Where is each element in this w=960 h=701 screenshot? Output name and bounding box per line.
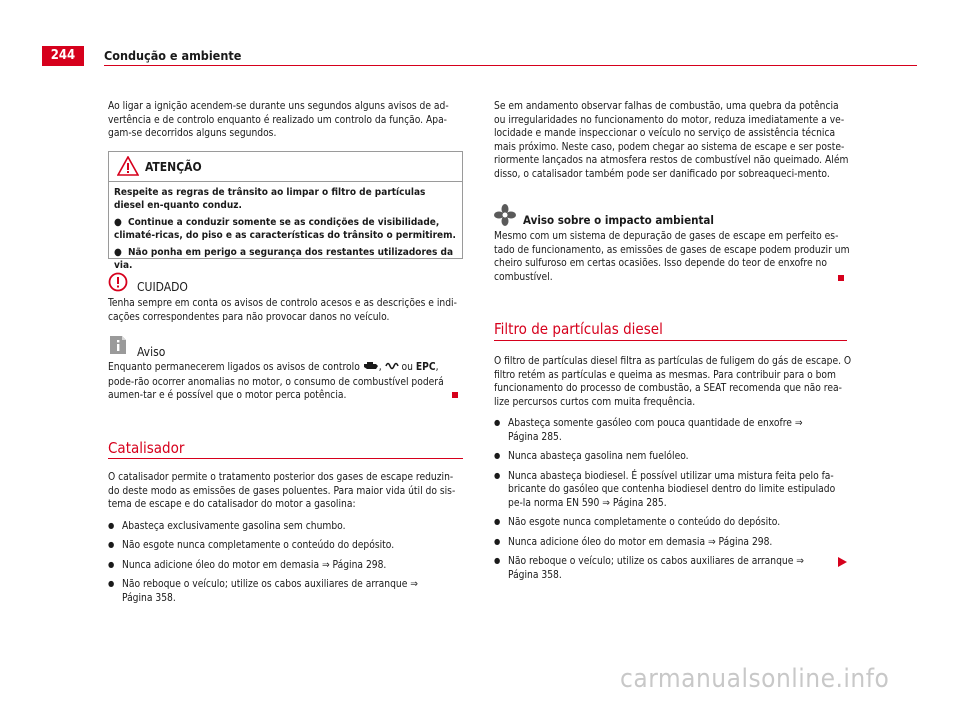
watermark: carmanualsonline.info <box>620 664 890 694</box>
intro-paragraph: Ao ligar a ignição acendem-se durante uns segundos alguns avisos de ad-vertência e de controlo enquanto é realizado um controlo da função. Apa-gam-se decorridos alguns segundos. <box>108 101 449 139</box>
dpf-title: Filtro de partículas diesel <box>494 320 663 338</box>
warning-text: Respeite as regras de trânsito ao limpar o filtro de partículas diesel en-quanto conduz. <box>114 187 426 211</box>
engine-warning-icon <box>363 361 379 376</box>
env-text: Mesmo com um sistema de depuração de gases de escape em perfeito es-tado de funcionamento, as emissões de gases de escape podem produzir um cheiro sulfuroso em certas ocasiões. Isso depende do teor de enxofre no combustível. <box>494 231 850 283</box>
warning-box <box>108 151 463 271</box>
right-intro <box>494 100 852 181</box>
list-item: ● Nunca adicione óleo do motor em demasia ⇒ Página 298. <box>108 558 463 573</box>
note-sep1: , <box>378 362 382 373</box>
list-item: ● Nunca abasteça biodiesel. É possível utilizar uma mistura feita pelo fa-bricante do gasóleo que contenha biodiesel dentro do limite estipulado pe-la norma EN 590 ⇒ Página 285. <box>494 469 852 511</box>
note-text-a: Enquanto permanecerem ligados os avisos de controlo <box>108 362 360 373</box>
caution-body <box>108 297 463 324</box>
note-sep2: ou <box>401 362 413 373</box>
note-text <box>108 361 463 403</box>
dpf-list <box>494 416 852 582</box>
list-item: ● Não reboque o veículo; utilize os cabos auxiliares de arranque ⇒ Página 358. <box>108 577 422 605</box>
env-body <box>494 230 852 284</box>
catalyst-rule <box>108 458 463 459</box>
intro-paragraph: Se em andamento observar falhas de combustão, uma quebra da potência ou irregularidades no funcionamento do motor, reduza imediatamente a ve-locidade e mande inspeccionar o veículo no serviço de assistência técnica mais próximo. Neste caso, podem chegar ao sistema de escape e ser poste-riormente lançados na atmosfera restos de combustível não queimado. Além disso, o catalisador também pode ser danificado por sobreaqueci-mento. <box>494 101 849 180</box>
caution-title: CUIDADO <box>137 280 188 294</box>
note-text-b: , pode-rão ocorrer anomalias no motor, o consumo de combustível poderá aumen-tar e é possível que o motor perca potência. <box>108 362 444 401</box>
note-body <box>108 361 463 403</box>
warning-bullet-text: Continue a conduzir somente se as condições de visibilidade, climaté-ricas, do piso e as características do trânsito o permitirem. <box>114 217 456 241</box>
left-intro <box>108 100 463 141</box>
preheat-coil-icon <box>385 361 399 376</box>
list-item: ● Abasteça exclusivamente gasolina sem chumbo. <box>108 519 463 534</box>
caution-circle-icon <box>108 272 128 297</box>
warning-body <box>109 182 462 272</box>
catalyst-title: Catalisador <box>108 439 185 457</box>
warning-header <box>109 152 462 182</box>
env-title: Aviso sobre o impacto ambiental <box>523 213 714 227</box>
section-end-mark <box>452 392 458 398</box>
note-title: Aviso <box>137 345 166 359</box>
catalyst-body <box>108 471 463 610</box>
dpf-body <box>494 355 852 587</box>
continue-arrow-icon <box>838 557 847 572</box>
section-end-mark <box>838 275 844 281</box>
list-item: ● Não esgote nunca completamente o conteúdo do depósito. <box>494 515 852 530</box>
list-item: ● Nunca abasteça gasolina nem fuelóleo. <box>494 449 852 464</box>
list-item: ● Não reboque o veículo; utilize os cabos auxiliares de arranque ⇒ Página 358. <box>494 554 808 582</box>
warning-bullet-text: Não ponha em perigo a segurança dos restantes utilizadores da via. <box>114 247 454 271</box>
list-item: ● Nunca adicione óleo do motor em demasia ⇒ Página 298. <box>494 535 852 550</box>
epc-label: EPC <box>415 362 436 373</box>
dpf-rule <box>494 340 847 341</box>
warning-bullet: ● Continue a conduzir somente se as condições de visibilidade, climaté-ricas, do piso e as características do trânsito o permitirem. <box>114 217 456 241</box>
caution-text: Tenha sempre em conta os avisos de controlo acesos e as descrições e indi-cações correspondentes para não provocar danos no veículo. <box>108 298 457 323</box>
info-note-icon <box>108 334 128 361</box>
page-number: 244 <box>42 46 84 66</box>
warning-triangle-icon <box>117 156 139 181</box>
warning-title: ATENÇÃO <box>145 160 202 174</box>
catalyst-text: O catalisador permite o tratamento posterior dos gases de escape reduzin-do deste modo as emissões de gases poluentes. Para maior vida útil do sis-tema de escape e do catalisador do motor a gasolina: <box>108 472 456 510</box>
environment-leaf-icon <box>494 204 516 231</box>
header-rule <box>104 65 917 66</box>
list-item: ● Não esgote nunca completamente o conteúdo do depósito. <box>108 538 463 553</box>
dpf-text: O filtro de partículas diesel filtra as partículas de fuligem do gás de escape. O filtro retém as partículas e queima as mesmas. Para contribuir para o bom funcionamento do processo de combustão, a SEAT recomenda que não rea-lize percursos curtos com muita frequência. <box>494 356 852 408</box>
list-item: ● Abasteça somente gasóleo com pouca quantidade de enxofre ⇒ Página 285. <box>494 416 818 444</box>
page-title: Condução e ambiente <box>104 48 242 63</box>
warning-bullet: ● Não ponha em perigo a segurança dos restantes utilizadores da via. <box>114 247 454 271</box>
catalyst-list <box>108 519 463 606</box>
